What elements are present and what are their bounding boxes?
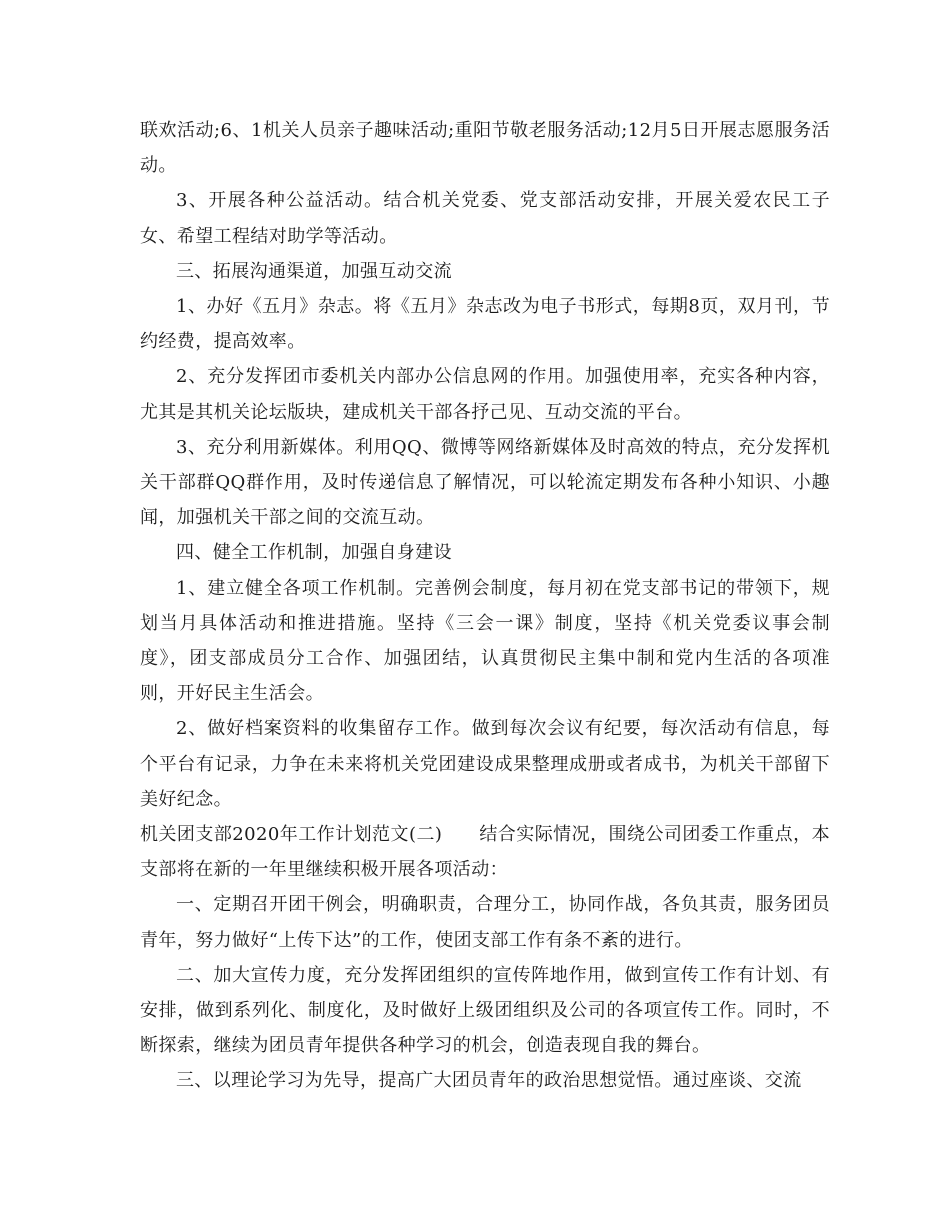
section-heading-mechanism: 四、健全工作机制，加强自身建设 — [176, 542, 452, 564]
paragraph-magazine: 1、办好《五月》杂志。将《五月》杂志改为电子书形式，每期8页，双月刊，节约经费，提高效率。 — [140, 296, 830, 353]
paragraph-new-media: 3、充分利用新媒体。利用QQ、微博等网络新媒体及时高效的特点，充分发挥机关干部群QQ群作用，及时传递信息了解情况，可以轮流定期发布各种小知识、小趣闻，加强机关干部之间的交流互动。 — [140, 436, 830, 529]
section-heading-communication: 三、拓展沟通渠道，加强互动交流 — [176, 260, 452, 282]
paragraph-intranet: 2、充分发挥团市委机关内部办公信息网的作用。加强使用率，充实各种内容，尤其是其机关论坛版块，建成机关干部各抒己见、互动交流的平台。 — [140, 366, 830, 423]
paragraph-archives: 2、做好档案资料的收集留存工作。做到每次会议有纪要，每次活动有信息，每个平台有记录，力争在未来将机关党团建设成果整理成册或者成书，为机关干部留下美好纪念。 — [140, 718, 830, 810]
paragraph-theory-study: 三、以理论学习为先导，提高广大团员青年的政治思想觉悟。通过座谈、交流 — [176, 1070, 802, 1092]
paragraph-work-mechanism: 1、建立健全各项工作机制。完善例会制度，每月初在党支部书记的带领下，规划当月具体活动和推进措施。坚持《三会一课》制度，坚持《机关党委议事会制度》，团支部成员分工合作、加强团结，认真贯彻民主集中制和党内生活的各项准则，开好民主生活会。 — [140, 577, 830, 705]
paragraph-publicity: 二、加大宣传力度，充分发挥团组织的宣传阵地作用，做到宣传工作有计划、有安排，做到系列化、制度化，及时做好上级团组织及公司的各项宣传工作。同时，不断探索，继续为团员青年提供各种学习的机会，创造表现自我的舞台。 — [140, 964, 830, 1057]
paragraph-plan-title-intro: 机关团支部2020年工作计划范文(二) 结合实际情况，围绕公司团委工作重点，本支部将在新的一年里继续积极开展各项活动： — [140, 824, 830, 881]
document-body — [140, 113, 830, 1099]
paragraph-activities-continued: 联欢活动;6、1机关人员亲子趣味活动;重阳节敬老服务活动;12月5日开展志愿服务活动。 — [140, 120, 830, 177]
paragraph-public-welfare: 3、开展各种公益活动。结合机关党委、党支部活动安排，开展关爱农民工子女、希望工程结对助学等活动。 — [140, 190, 830, 247]
paragraph-regular-meetings: 一、定期召开团干例会，明确职责，合理分工，协同作战，各负其责，服务团员青年，努力做好“上传下达”的工作，使团支部工作有条不紊的进行。 — [140, 894, 830, 951]
